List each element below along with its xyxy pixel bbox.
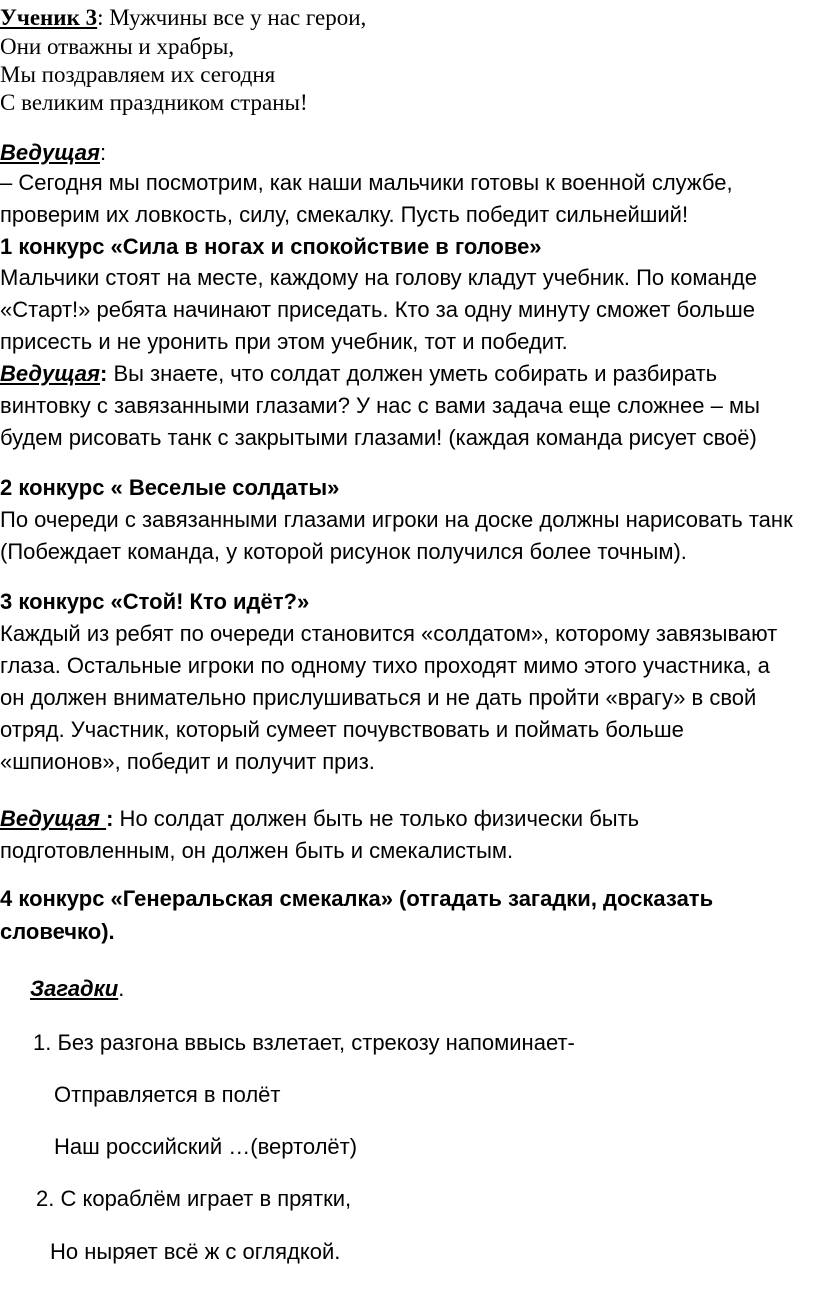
paragraph-line: будем рисовать танк с закрытыми глазами! (каждая команда рисует своё) (0, 425, 757, 450)
contest-heading: 1 конкурс «Сила в ногах и спокойствие в голове» (0, 234, 542, 259)
riddle-line: 1. Без разгона ввысь взлетает, стрекозу напоминает- (33, 1030, 575, 1055)
riddle-line: Но ныряет всё ж с оглядкой. (50, 1239, 341, 1264)
paragraph-line: глаза. Остальные игроки по одному тихо проходят мимо этого участника, а (0, 653, 770, 678)
host-text: Вы знаете, что солдат должен уметь собирать и разбирать (107, 361, 718, 386)
stanza-line: Они отважны и храбры, (0, 34, 235, 59)
host-line (0, 808, 639, 830)
host-line (0, 363, 717, 385)
contest-heading: 3 конкурс «Стой! Кто идёт?» (0, 589, 310, 614)
host-colon: : (100, 140, 107, 165)
paragraph-line: проверим их ловкость, силу, смекалку. Пусть победит сильнейший! (0, 202, 689, 227)
paragraph-line: «шпионов», победит и получит приз. (0, 749, 375, 774)
host-label: Ведущая (0, 140, 100, 165)
riddle-line: 2. С кораблём играет в прятки, (36, 1186, 352, 1211)
paragraph-line: присесть и не уронить при этом учебник, тот и победит. (0, 329, 568, 354)
paragraph-line: винтовку с завязанными глазами? У нас с вами задача еще сложнее – мы (0, 393, 760, 418)
host-colon: : (100, 361, 108, 386)
paragraph-line: (Побеждает команда, у которой рисунок получился более точным). (0, 539, 687, 564)
paragraph-line: Каждый из ребят по очереди становится «солдатом», которому завязывают (0, 621, 778, 646)
stanza-line: : Мужчины все у нас герои, (97, 5, 367, 30)
host-colon: : (106, 806, 114, 831)
host-label: Ведущая (0, 361, 100, 386)
riddle-line: Отправляется в полёт (54, 1082, 281, 1107)
contest-heading: словечко). (0, 919, 115, 944)
paragraph-line: подготовленным, он должен быть и смекалистым. (0, 838, 514, 863)
contest-heading: 4 конкурс «Генеральская смекалка» (отгадать загадки, досказать (0, 886, 714, 911)
contest-heading: 2 конкурс « Веселые солдаты» (0, 475, 340, 500)
paragraph-line: Мальчики стоят на месте, каждому на голову кладут учебник. По команде (0, 265, 757, 290)
stanza-line: Мы поздравляем их сегодня (0, 62, 276, 87)
paragraph-line: По очереди с завязанными глазами игроки на доске должны нарисовать танк (0, 507, 793, 532)
speaker-label: Ученик 3 (0, 5, 98, 30)
host-label-line (0, 142, 106, 164)
paragraph-line: он должен внимательно прислушиваться и не дать пройти «врагу» в свой (0, 685, 757, 710)
riddles-label: Загадки (30, 976, 119, 1001)
riddles-dot: . (118, 976, 125, 1001)
stanza-first-line (0, 6, 366, 29)
paragraph-line: «Старт!» ребята начинают приседать. Кто за одну минуту сможет больше (0, 297, 756, 322)
host-text: Но солдат должен быть не только физически быть (113, 806, 640, 831)
host-label: Ведущая (0, 806, 107, 831)
paragraph-line: отряд. Участник, который сумеет почувствовать и поймать больше (0, 717, 684, 742)
riddle-line: Наш российский …(вертолёт) (54, 1134, 358, 1159)
riddles-label-line (30, 978, 124, 1000)
paragraph-line: – Сегодня мы посмотрим, как наши мальчики готовы к военной службе, (0, 170, 733, 195)
stanza-line: С великим праздником страны! (0, 90, 308, 115)
